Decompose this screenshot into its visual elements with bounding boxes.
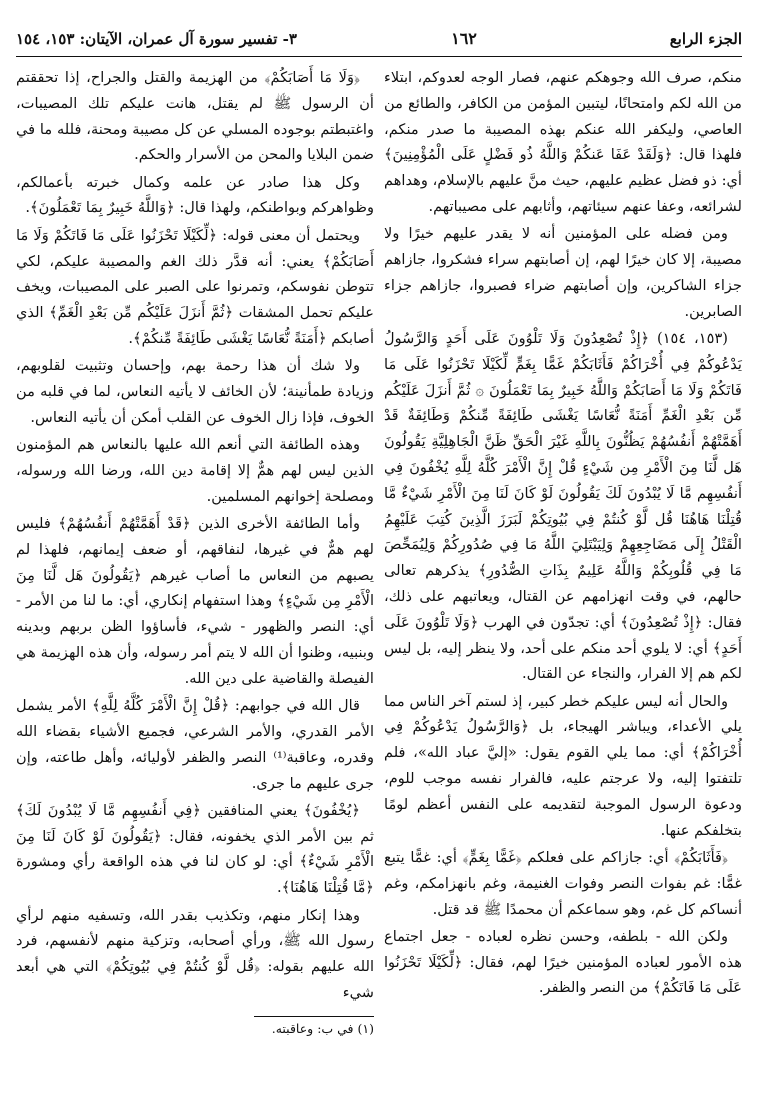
paragraph: وكل هذا صادر عن علمه وكمال خبرته بأعمالكم، وظواهركم وبواطنكم، ولهذا قال: ﴿وَاللَّهُ خَبِيرٌ بِمَا تَعْمَلُونَ﴾. (16, 173, 374, 217)
paragraph: (١٥٣، ١٥٤) ﴿إِذْ تُصْعِدُونَ وَلَا تَلْوُونَ عَلَى أَحَدٍ وَالرَّسُولُ يَدْعُوكُمْ فِي أُخْرَاكُمْ فَأَثَابَكُمْ غَمًّا بِغَمٍّ لِّكَيْلَا تَحْزَنُوا عَلَى مَا فَاتَكُمْ وَلَا مَا أَصَابَكُمْ وَاللَّهُ خَبِيرٌ بِمَا تَعْمَلُونَ ۞ ثُمَّ أَنزَلَ عَلَيْكُم مِّن بَعْدِ الْغَمِّ أَمَنَةً نُّعَاسًا يَغْشَى طَائِفَةً مِّنكُمْ وَطَائِفَةٌ قَدْ أَهَمَّتْهُمْ أَنفُسُهُمْ يَظُنُّونَ بِاللَّهِ غَيْرَ الْحَقِّ ظَنَّ الْجَاهِلِيَّةِ يَقُولُونَ هَل لَّنَا مِنَ الْأَمْرِ مِن شَيْءٍ قُلْ إِنَّ الْأَمْرَ كُلَّهُ لِلَّهِ يُخْفُونَ فِي أَنفُسِهِم مَّا لَا يُبْدُونَ لَكَ يَقُولُونَ لَوْ كَانَ لَنَا مِنَ الْأَمْرِ شَيْءٌ مَّا قُتِلْنَا هَاهُنَا قُل لَّوْ كُنتُمْ فِي بُيُوتِكُمْ لَبَرَزَ الَّذِينَ كُتِبَ عَلَيْهِمُ الْقَتْلُ إِلَى مَضَاجِعِهِمْ وَلِيَبْتَلِيَ اللَّهُ مَا فِي صُدُورِكُمْ وَلِيُمَحِّصَ مَا فِي قُلُوبِكُمْ وَاللَّهُ عَلِيمٌ بِذَاتِ الصُّدُورِ﴾ يذكرهم تعالى حالهم، في وقت انهزامهم عن القتال، ويعاتبهم على ذلك، فقال: ﴿إِذْ تُصْعِدُونَ﴾ أي: تجدّون في الهرب ﴿وَلَا تَلْوُونَ عَلَى أَحَدٍ﴾ أي: لا يلوي أحد منكم على أحد، ولا ينظر إليه، بل ليس لكم هم إلا الفرار، والنجاء عن القتال. (384, 329, 742, 683)
paragraph: والحال أنه ليس عليكم خطر كبير، إذ لستم آخر الناس مما يلي الأعداء، ويباشر الهيجاء، بل ﴿وَالرَّسُولُ يَدْعُوكُمْ فِي أُخْرَاكُمْ﴾ أي: مما يلي القوم يقول: «إليَّ عباد الله»، فلم تلتفتوا إليه، ولا عرجتم عليه، فالفرار نفسه موجب للوم، ودعوة الرسول الموجبة لتقديمه على النفس أعظم لومًا بتخلفكم عنها. (384, 692, 742, 839)
paragraph: ولا شك أن هذا رحمة بهم، وإحسان وتثبيت لقلوبهم، وزيادة طمأنينة؛ لأن الخائف لا يأتيه النعاس، لما في قلبه من الخوف، فإذا زال الخوف عن القلب أمكن أن يأتيه النعاس. (16, 357, 374, 426)
right-column (384, 65, 742, 1038)
paragraph: ويحتمل أن معنى قوله: ﴿لِّكَيْلَا تَحْزَنُوا عَلَى مَا فَاتَكُمْ وَلَا مَا أَصَابَكُمْ﴾ يعني: أنه قدَّر ذلك الغم والمصيبة عليكم، لكي تتوطن نفوسكم، وتمرنوا على الصبر على المصيبات، ويخف عليكم تحمل المشقات ﴿ثُمَّ أَنزَلَ عَلَيْكُم مِّن بَعْدِ الْغَمِّ﴾ الذي أصابكم ﴿أَمَنَةً نُّعَاسًا يَغْشَى طَائِفَةً مِّنكُمْ﴾. (16, 226, 374, 347)
text-columns (16, 65, 742, 1038)
paragraph: منكم، صرف الله وجوهكم عنهم، فصار الوجه لعدوكم، ابتلاء من الله لكم وامتحانًا، ليتبين المؤمن من الكافر، والطائع من العاصي، وليكفر الله عنكم بهذه المصيبة ما صدر منكم، فلهذا قال: ﴿وَلَقَدْ عَفَا عَنكُمْ وَاللَّهُ ذُو فَضْلٍ عَلَى الْمُؤْمِنِينَ﴾ أي: ذو فضل عظيم عليهم، حيث منَّ عليهم بالإسلام، وهداهم لشرائعه، وعفا عنهم سيئاتهم، وأثابهم على مصيباتهم. (384, 69, 742, 215)
header-surah-title: ٣- تفسير سورة آل عمران، الآيتان: ١٥٣، ١٥٤ (16, 30, 297, 48)
footnote: (١) في ب: وعاقبته. (271, 1020, 374, 1036)
paragraph: ولكن الله - بلطفه، وحسن نظره لعباده - جعل اجتماع هذه الأمور لعباده المؤمنين خيرًا لهم، فقال: ﴿لِّكَيْلَا تَحْزَنُوا عَلَى مَا فَاتَكُمْ﴾ من النصر والظفر. (384, 927, 742, 997)
paragraph: قال الله في جوابهم: ﴿قُلْ إِنَّ الْأَمْرَ كُلَّهُ لِلَّهِ﴾ الأمر يشمل الأمر القدري، والأمر الشرعي، فجميع الأشياء بقضاء الله وقدره، وعاقبة⁽¹⁾ النصر والظفر لأوليائه، وأهل طاعته، وإن جرى عليهم ما جرى. (16, 697, 374, 792)
paragraph: ﴿فَأَثَابَكُمْ﴾ أي: جازاكم على فعلكم ﴿غَمًّا بِغَمٍّ﴾ أي: غمًّا يتبع غمًّا: غم بفوات النصر وفوات الغنيمة، وغم بانهزامكم، وغم أنساكم كل غم، وهو سماعكم أن محمدًا ﷺ قد قتل. (384, 848, 742, 918)
header-part-label: الجزء الرابع (669, 30, 742, 48)
paragraph: وهذه الطائفة التي أنعم الله عليها بالنعاس هم المؤمنون الذين ليس لهم همٌّ إلا إقامة دين الله، ورضا الله ورسوله، ومصلحة إخوانهم المسلمين. (16, 436, 374, 505)
paragraph: ومن فضله على المؤمنين أنه لا يقدر عليهم خيرًا ولا مصيبة، إلا كان خيرًا لهم، إن أصابتهم سراء فشكروا، جازاهم جزاء الشاكرين، وإن أصابتهم ضراء فصبروا، جازاهم جزاء الصابرين. (384, 225, 742, 320)
paragraph: ﴿يُخْفُونَ﴾ يعني المنافقين ﴿فِي أَنفُسِهِم مَّا لَا يُبْدُونَ لَكَ﴾ ثم بين الأمر الذي يخفونه، فقال: ﴿يَقُولُونَ لَوْ كَانَ لَنَا مِنَ الْأَمْرِ شَيْءٌ﴾ أي: لو كان لنا في هذه الواقعة رأي ومشورة ﴿مَّا قُتِلْنَا هَاهُنَا﴾. (16, 801, 374, 897)
left-column (16, 65, 374, 1038)
paragraph: وأما الطائفة الأخرى الذين ﴿قَدْ أَهَمَّتْهُمْ أَنفُسُهُمْ﴾ فليس لهم همٌّ في غيرها، لنفاقهم، أو ضعف إيمانهم، فلهذا لم يصبهم من النعاس ما أصاب غيرهم ﴿يَقُولُونَ هَل لَّنَا مِنَ الْأَمْرِ مِن شَيْءٍ﴾ وهذا استفهام إنكاري، أي: ما لنا من الأمر - أي: النصر والظهور - شيء، فأساؤوا الظن بربهم وبدينه وبنبيه، وظنوا أن الله لا يتم أمر رسوله، وأن هذه الهزيمة هي الفيصلة والقاضية على دين الله. (16, 515, 374, 687)
running-header (16, 28, 742, 50)
footnote-divider (254, 1016, 374, 1017)
paragraph: ﴿وَلَا مَا أَصَابَكُمْ﴾ من الهزيمة والقتل والجراح، إذا تحققتم أن الرسول ﷺ لم يقتل، هانت عليكم تلك المصيبات، واغتبطتم بوجوده المسلي عن كل مصيبة ومحنة، فلله ما في ضمن البلايا والمحن من الأسرار والحكم. (16, 69, 374, 164)
paragraph: وهذا إنكار منهم، وتكذيب بقدر الله، وتسفيه منهم لرأي رسول الله ﷺ، ورأي أصحابه، وتزكية منهم لأنفسهم، فرد الله عليهم بقوله: ﴿قُل لَّوْ كُنتُمْ فِي بُيُوتِكُمْ﴾ التي هي أبعد شيء (16, 906, 374, 1001)
header-divider (16, 56, 742, 57)
page-number: ١٦٢ (451, 29, 477, 48)
